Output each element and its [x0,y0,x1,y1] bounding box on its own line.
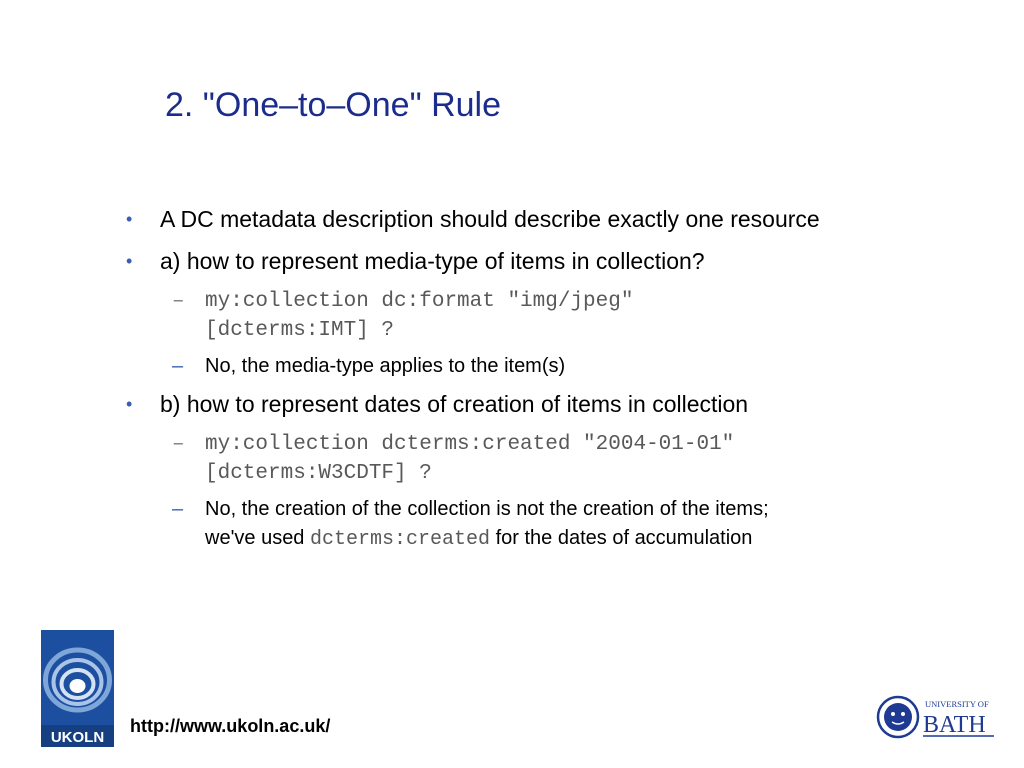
bullet-item [120,203,980,235]
dash-icon: – [172,498,184,520]
ukoln-logo-text: UKOLN [50,729,105,746]
bullet-icon: • [126,209,133,229]
bath-logo-top: UNIVERSITY OF [925,699,989,709]
bullet-icon: • [126,251,133,271]
slide-title: 2. "One–to–One" Rule [165,86,502,124]
sub-item [120,352,980,381]
dash-icon: – [172,355,184,377]
sub-item-text: No, the media-type applies to the item(s) [205,355,566,377]
sub-item-line-1: No, the creation of the collection is not the creation of the items; [205,498,769,520]
code-line-2: [dcterms:W3CDTF] ? [205,462,432,485]
sub-item-code [120,430,980,488]
dash-icon: – [172,433,185,456]
inline-code: dcterms:created [310,528,491,551]
slide-content [120,203,980,561]
bullet-item [120,388,980,420]
bath-logo-main: BATH [923,712,986,738]
code-line-2: [dcterms:IMT] ? [205,319,395,342]
dash-icon: – [172,290,185,313]
code-line-1: my:collection dcterms:created "2004-01-01" [205,433,735,456]
sub-item-suffix: for the dates of accumulation [490,527,753,549]
university-of-bath-logo [876,694,996,740]
code-line-1: my:collection dc:format "img/jpeg" [205,290,634,313]
bullet-text: b) how to represent dates of creation of items in collection [160,391,749,417]
bullet-text: A DC metadata description should describe exactly one resource [160,206,820,232]
bullet-icon: • [126,394,133,414]
sub-item-code [120,287,980,345]
footer-url-link[interactable]: http://www.ukoln.ac.uk/ [130,716,331,736]
ukoln-logo [41,630,114,747]
sub-item-prefix: we've used [205,527,310,549]
sub-item [120,495,980,554]
bullet-text: a) how to represent media-type of items in collection? [160,248,705,274]
bullet-item [120,245,980,277]
